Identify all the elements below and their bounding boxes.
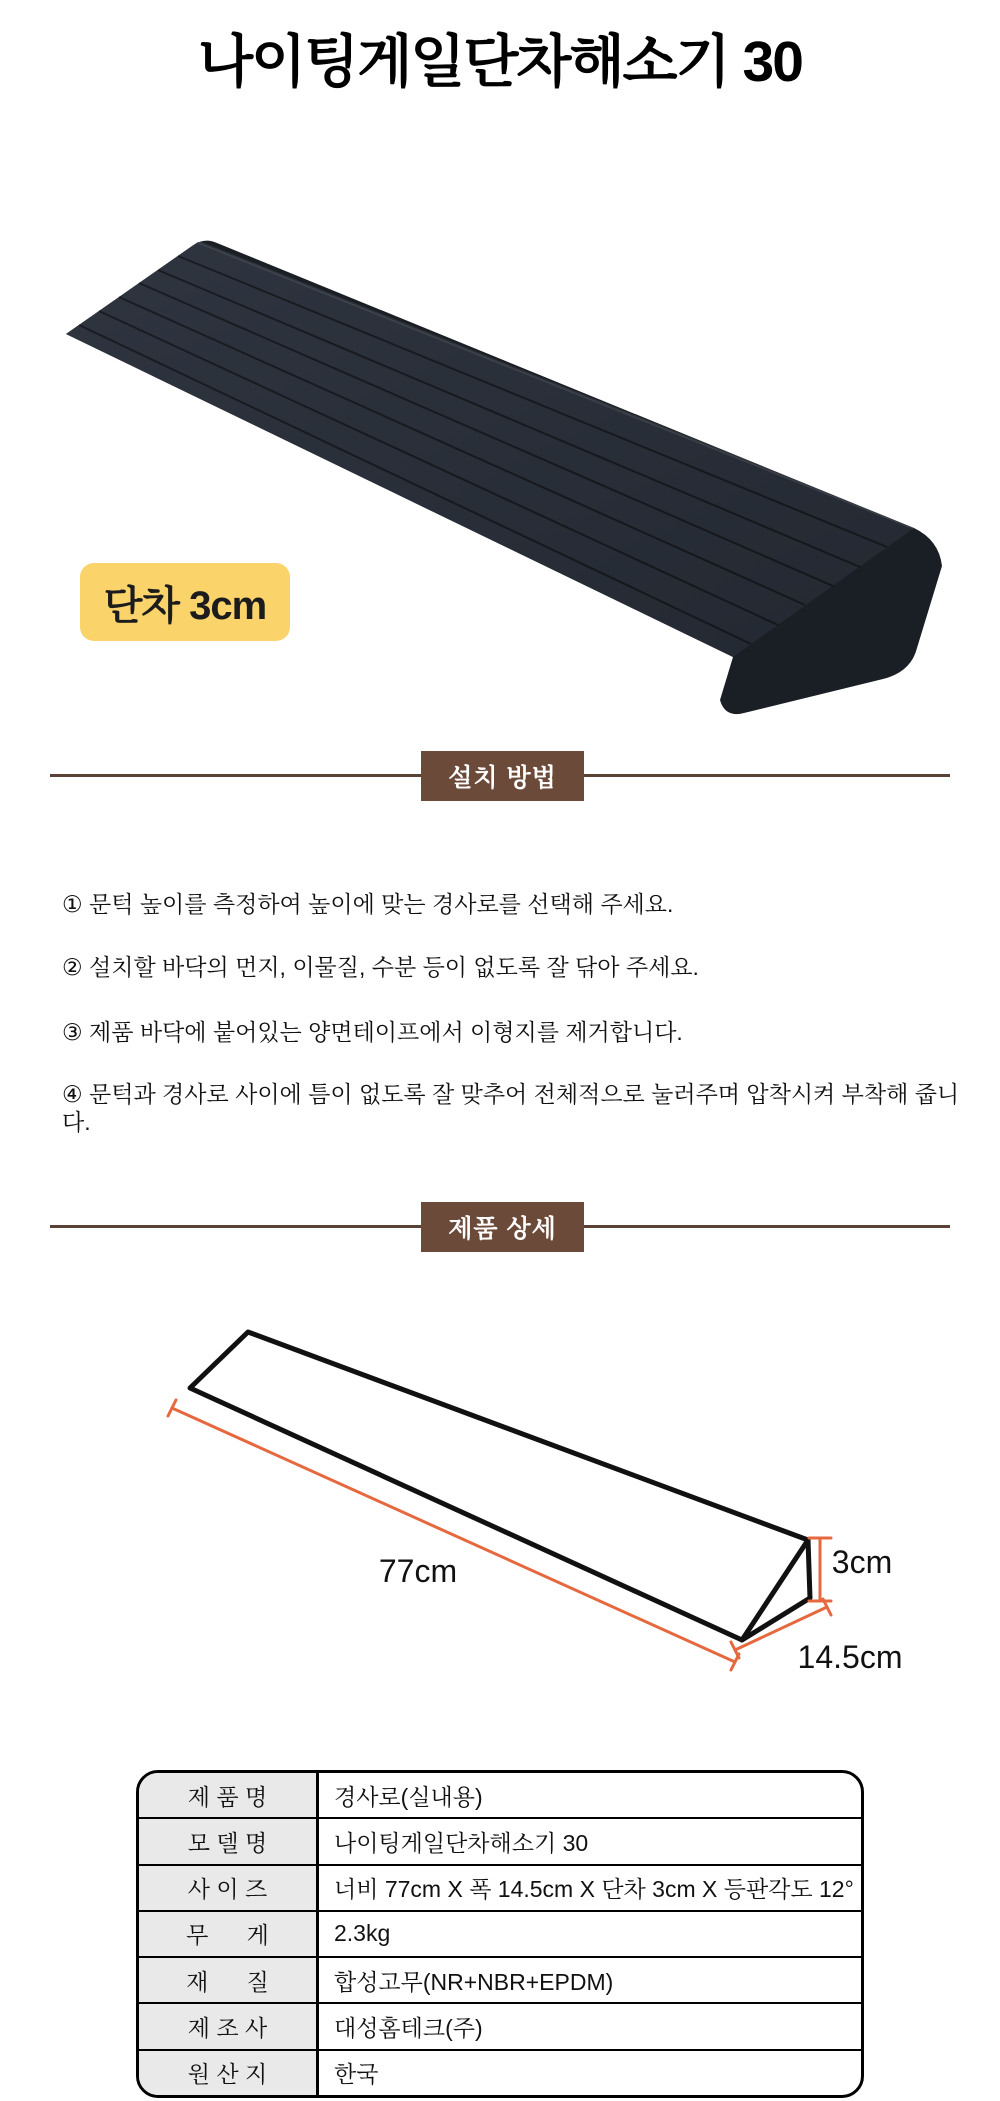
- product-dimension-diagram: [120, 1290, 940, 1710]
- detail-section-title: 제품 상세: [421, 1202, 584, 1252]
- table-row: [139, 2002, 861, 2048]
- table-row: [139, 1956, 861, 2002]
- table-row: [139, 1817, 861, 1863]
- spec-label-model-name: 모 델 명: [139, 1819, 319, 1863]
- install-section-title: 설치 방법: [421, 751, 584, 801]
- install-step-2: ② 설치할 바닥의 먼지, 이물질, 수분 등이 없도록 잘 닦아 주세요.: [62, 954, 699, 980]
- spec-value-material: 합성고무(NR+NBR+EPDM): [334, 1968, 614, 1995]
- dimension-lines: [168, 1400, 831, 1670]
- wedge-outline: [190, 1332, 810, 1640]
- product-photo-ramp: [30, 100, 970, 760]
- spec-value-product-name: 경사로(실내용): [334, 1783, 483, 1810]
- spec-value-origin: 한국: [334, 2061, 379, 2088]
- spec-label-size: 사 이 즈: [139, 1866, 319, 1910]
- table-row: [139, 1773, 861, 1817]
- spec-label-origin: 원 산 지: [139, 2051, 319, 2095]
- spec-value-weight: 2.3kg: [334, 1920, 391, 1947]
- install-step-3: ③ 제품 바닥에 붙어있는 양면테이프에서 이형지를 제거합니다.: [62, 1019, 683, 1045]
- spec-value-size: 너비 77cm X 폭 14.5cm X 단차 3cm X 등판각도 12°: [334, 1876, 854, 1903]
- dimension-label-length: 77cm: [378, 1553, 458, 1589]
- table-row: [139, 2049, 861, 2095]
- install-step-4: ④ 문턱과 경사로 사이에 틈이 없도록 잘 맞추어 전체적으로 눌러주며 압착시켜 부착해 줍니다.: [62, 1081, 960, 1135]
- table-row: [139, 1864, 861, 1910]
- spec-value-model-name: 나이팅게일단차해소기 30: [334, 1829, 589, 1856]
- spec-value-manufacturer: 대성홈테크(주): [334, 2015, 483, 2042]
- table-row: [139, 1910, 861, 1956]
- dimension-label-height: 3cm: [831, 1544, 893, 1580]
- spec-label-manufacturer: 제 조 사: [139, 2004, 319, 2048]
- spec-label-weight: 무 게: [139, 1912, 319, 1956]
- spec-table: [136, 1770, 864, 2098]
- spec-label-material: 재 질: [139, 1958, 319, 2002]
- step-height-badge: 단차 3cm: [80, 563, 290, 641]
- spec-label-product-name: 제 품 명: [139, 1773, 319, 1817]
- install-step-1: ① 문턱 높이를 측정하여 높이에 맞는 경사로를 선택해 주세요.: [62, 891, 674, 917]
- dimension-label-depth: 14.5cm: [797, 1639, 903, 1675]
- page-title: 나이팅게일단차해소기 30: [198, 30, 802, 94]
